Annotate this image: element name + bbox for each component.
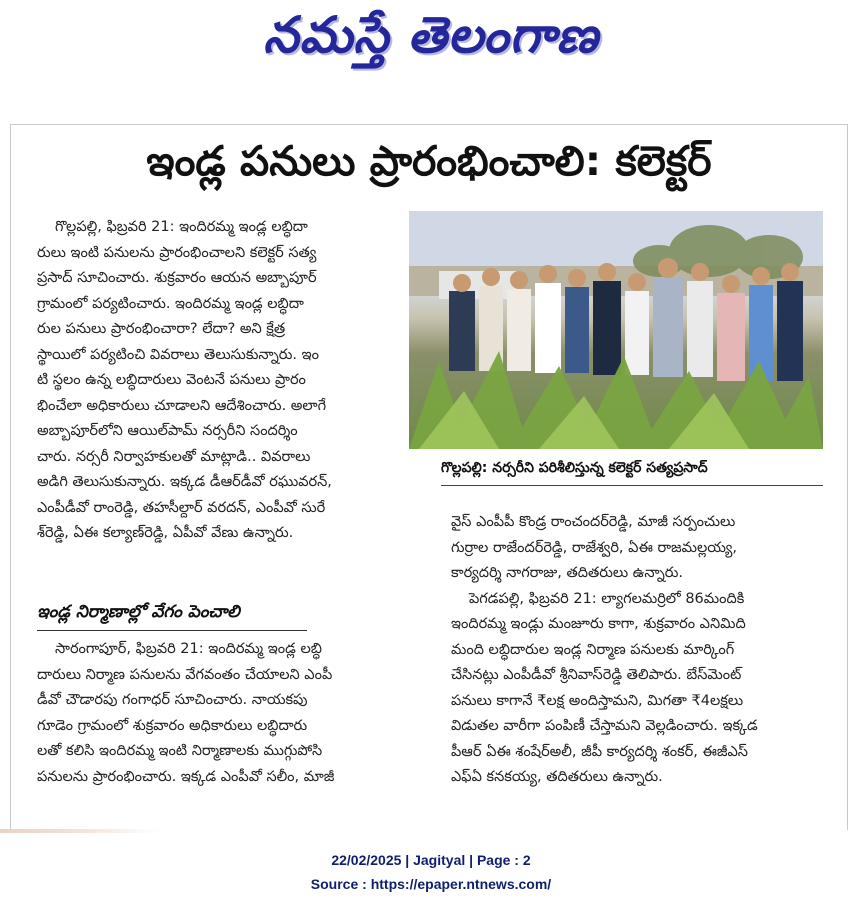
newspaper-logo: నమస్తే తెలంగాణ	[263, 6, 599, 64]
text-line: పెగడపల్లి, ఫిబ్రవరి 21: ల్యాగలమర్రిలో 86మందికి	[469, 590, 745, 607]
text-line: రులు ఇంటి పనులను ప్రారంభించాలని కలెక్టర్ సత్య	[37, 244, 317, 261]
text-line: టి స్థలం ఉన్న లబ్ధిదారులు వెంటనే పనులు ప్రారం	[37, 372, 306, 388]
text-line: గుర్రాల రాజేందర్‌రెడ్డి, రాజేశ్వరి, ఏఈ రాజమల్లయ్య,	[451, 539, 738, 556]
text-line: చారు. నర్సరీ నిర్వాహకులతో మాట్లాడి.. వివరాలు	[37, 448, 311, 465]
text-line: గూడెం గ్రామంలో శుక్రవారం అధికారులు లబ్ధిదారు	[37, 717, 308, 734]
text-line: భించేలా అధికారులు చూడాలని ఆదేశించారు. అలాగే	[37, 397, 327, 414]
subheading: ఇండ్ల నిర్మాణాల్లో వేగం పెంచాలి	[37, 602, 307, 631]
photo-caption: గొల్లపల్లి: నర్సరీని పరిశీలిస్తున్న కలెక్టర్ సత్యప్రసాద్	[441, 460, 823, 486]
news-photo	[409, 211, 823, 449]
footer-date-edition: 22/02/2025 | Jagityal | Page : 2	[331, 852, 531, 868]
headline: ఇండ్ల పనులు ప్రారంభించాలి: కలెక్టర్	[146, 137, 712, 185]
text-line: మంది లబ్ధిదారుల ఇండ్ల నిర్మాణ పనులకు మార్కింగ్	[451, 641, 735, 658]
text-line: గొల్లపల్లి, ఫిబ్రవరి 21: ఇందిరమ్మ ఇండ్ల లబ్ధిదా	[55, 219, 308, 235]
text-line: లతో కలిసి ఇందిరమ్మ ఇంటి నిర్మాణాలకు ముగ్గుపోసి	[37, 743, 323, 759]
text-line: అడిగి తెలుసుకున్నారు. ఇక్కడ డీఆర్‌డీవో రఘువరన్,	[37, 474, 332, 490]
text-line: స్థాయిలో పర్యటించి వివరాలు తెలుసుకున్నారు. ఇం	[37, 346, 319, 363]
text-line: డీవో చౌడారపు గంగాధర్ సూచించారు. నాయకపు	[37, 692, 308, 708]
text-line: శ్‌రెడ్డి, ఏఈ కల్యాణ్‌రెడ్డి, ఏపీవో వేణు ఉన్నారు.	[37, 525, 294, 541]
footer	[0, 848, 862, 896]
footer-source: Source : https://epaper.ntnews.com/	[310, 876, 552, 892]
text-line: దారులు నిర్మాణ పనులను వేగవంతం చేయాలని ఎంపీ	[37, 666, 333, 683]
text-line: ఎఫ్ఏ కనకయ్య, తదితరులు ఉన్నారు.	[451, 769, 663, 785]
decorative-strip	[0, 829, 160, 833]
text-line: గ్రామంలో పర్యటించారు. ఇందిరమ్మ ఇండ్ల లబ్ధిదా	[37, 295, 304, 312]
text-line: సారంగాపూర్, ఫిబ్రవరి 21: ఇందిరమ్మ ఇండ్ల లబ్ధి	[55, 641, 322, 657]
text-line: పీఆర్ ఏఈ శంషేర్‌అలీ, జీపీ కార్యదర్శి శంకర్, ఈజీఎస్	[451, 743, 748, 760]
text-line: ఎంపీడీవో రాంరెడ్డి, తహసీల్దార్ వరదన్, ఎంపీవో సురే	[37, 499, 326, 516]
masthead	[0, 0, 862, 100]
text-line: పనులను ప్రారంభించారు. ఇక్కడ ఎంపీవో సలీం, మాజీ	[37, 768, 335, 785]
right-column	[451, 510, 827, 791]
text-line: పనులు కాగానే ₹లక్ష అందిస్తామని, మిగతా ₹4లక్షలు	[451, 692, 744, 709]
text-line: వైస్ ఎంపీపీ కొండ్ర రాంచందర్‌రెడ్డి, మాజీ సర్పంచులు	[451, 514, 736, 530]
photo-illustration	[409, 211, 823, 449]
text-line: కార్యదర్శి నాగరాజు, తదితరులు ఉన్నారు.	[451, 565, 683, 581]
text-line: అబ్బాపూర్‌లోని ఆయిల్‌పామ్ నర్సరీని సందర్శిం	[37, 423, 298, 439]
left-column-second-story	[37, 637, 429, 790]
text-line: విడుతల వారీగా పంపిణీ చేస్తామని వెల్లడించారు. ఇక్కడ	[451, 718, 758, 734]
text-line: ప్రసాద్ సూచించారు. శుక్రవారం ఆయన అబ్బాపూర్	[37, 270, 317, 286]
news-clipping	[10, 124, 848, 830]
text-line: రుల పనులు ప్రారంభించారా? లేదా? అని క్షేత్ర	[37, 321, 286, 337]
text-line: ఇందిరమ్మ ఇండ్లు మంజూరు కాగా, శుక్రవారం ఎనిమిది	[451, 616, 746, 632]
text-line: చేసినట్లు ఎంపీడీవో శ్రీనివాస్‌రెడ్డి తెలిపారు. బేస్‌మెంట్	[451, 667, 742, 683]
left-column	[37, 215, 429, 547]
